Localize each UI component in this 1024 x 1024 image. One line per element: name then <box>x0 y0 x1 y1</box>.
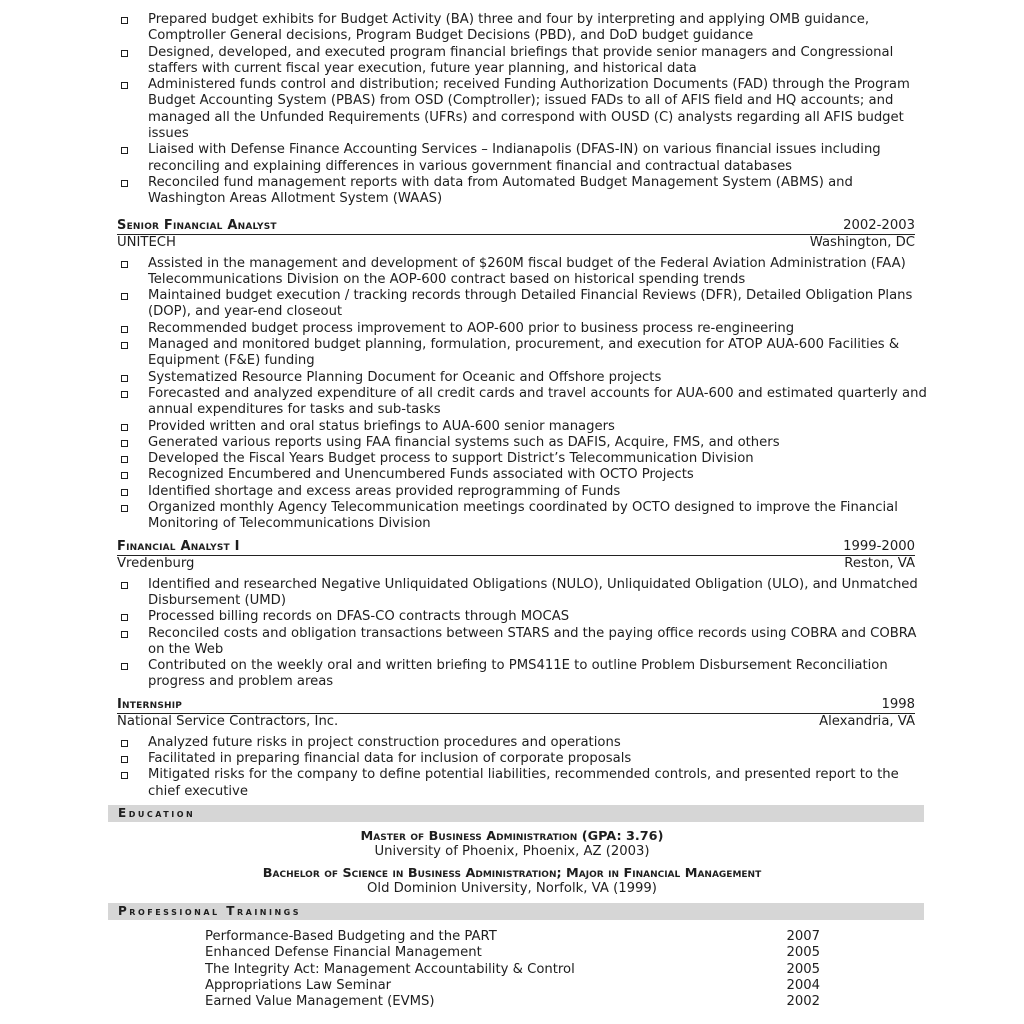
job-employer: Vredenburg <box>117 555 195 571</box>
job-employer-line <box>117 556 915 573</box>
job-bullet-list <box>0 256 1024 533</box>
job-years: 2002-2003 <box>843 217 915 233</box>
job-title: Internship <box>117 696 183 712</box>
job-employer: National Service Contractors, Inc. <box>117 713 339 729</box>
list-item: Recognized Encumbered and Unencumbered Funds associated with OCTO Projects <box>110 467 928 483</box>
training-row <box>205 978 820 994</box>
list-item: Contributed on the weekly oral and written briefing to PMS411E to outline Problem Disbursement Reconciliation progress and problem areas <box>110 658 928 691</box>
job-location: Alexandria, VA <box>819 713 915 729</box>
job-title: Senior Financial Analyst <box>117 217 277 233</box>
list-item: Generated various reports using FAA financial systems such as DAFIS, Acquire, FMS, and others <box>110 435 928 451</box>
training-row <box>205 929 820 945</box>
training-row <box>205 962 820 978</box>
list-item: Reconciled costs and obligation transactions between STARS and the paying office records using COBRA and COBRA on the Web <box>110 626 928 659</box>
trainings-section-header: Professional Trainings <box>108 903 924 920</box>
list-item: Mitigated risks for the company to define potential liabilities, recommended controls, and presented report to the chief executive <box>110 767 928 800</box>
job-location: Reston, VA <box>844 555 915 571</box>
list-item: Organized monthly Agency Telecommunication meetings coordinated by OCTO designed to improve the Financial Monitoring of Telecommunications Division <box>110 500 928 533</box>
job-employer: UNITECH <box>117 234 176 250</box>
degree-title: Master of Business Administration (GPA: 3.76) <box>360 828 664 844</box>
job-title: Financial Analyst I <box>117 538 240 554</box>
list-item: Assisted in the management and development of $260M fiscal budget of the Federal Aviation Administration (FAA) Telecommunications Division on the AOP-600 contract based on historical spending trends <box>110 256 928 289</box>
job-years: 1998 <box>881 696 915 712</box>
job-header <box>117 538 915 556</box>
list-item: Maintained budget execution / tracking records through Detailed Financial Reviews (DFR), Detailed Obligation Plans (DOP), and year-end closeout <box>110 288 928 321</box>
training-year: 2005 <box>786 961 820 977</box>
job-bullet-list <box>0 735 1024 800</box>
training-year: 2007 <box>786 928 820 944</box>
training-name: Appropriations Law Seminar <box>205 978 392 994</box>
training-row <box>205 994 820 1010</box>
job-employer-line <box>117 235 915 252</box>
degree-school: Old Dominion University, Norfolk, VA (1999) <box>367 880 657 896</box>
list-item: Developed the Fiscal Years Budget process to support District’s Telecommunication Division <box>110 451 928 467</box>
job-header <box>117 217 915 235</box>
degree-title: Bachelor of Science in Business Administration; Major in Financial Management <box>262 865 762 881</box>
job-employer-line <box>117 714 915 731</box>
list-item: Prepared budget exhibits for Budget Activity (BA) three and four by interpreting and applying OMB guidance, Comptroller General decisions, Program Budget Decisions (PBD), and DoD budget guidance <box>110 12 928 45</box>
training-year: 2005 <box>786 945 820 961</box>
previous-job-bullet-list <box>0 12 1024 208</box>
training-name: Earned Value Management (EVMS) <box>205 994 435 1010</box>
degree-school: University of Phoenix, Phoenix, AZ (2003) <box>374 843 650 859</box>
list-item: Administered funds control and distribution; received Funding Authorization Documents (FAD) through the Program Budget Accounting System (PBAS) from OSD (Comptroller); issued FADs to all of AFIS field and HQ accounts; and managed all the Unfunded Requirements (UFRs) and correspond with OUSD (C) analysts regarding all AFIS budget issues <box>110 77 928 142</box>
list-item: Facilitated in preparing financial data for inclusion of corporate proposals <box>110 751 928 767</box>
list-item: Systematized Resource Planning Document for Oceanic and Offshore projects <box>110 370 928 386</box>
job-bullet-list <box>0 577 1024 691</box>
list-item: Liaised with Defense Finance Accounting Services – Indianapolis (DFAS-IN) on various financial issues including reconciling and explaining differences in various government financial and contractual databases <box>110 142 928 175</box>
training-name: Performance-Based Budgeting and the PART <box>205 928 497 944</box>
training-name: Enhanced Defense Financial Management <box>205 945 482 961</box>
list-item: Analyzed future risks in project construction procedures and operations <box>110 735 928 751</box>
training-row <box>205 945 820 961</box>
list-item: Provided written and oral status briefings to AUA-600 senior managers <box>110 419 928 435</box>
trainings-list <box>205 929 820 1011</box>
education-section-header: Education <box>108 805 924 822</box>
list-item: Forecasted and analyzed expenditure of all credit cards and travel accounts for AUA-600 and estimated quarterly and annual expenditures for tasks and sub-tasks <box>110 386 928 419</box>
list-item: Processed billing records on DFAS-CO contracts through MOCAS <box>110 609 928 625</box>
list-item: Designed, developed, and executed program financial briefings that provide senior managers and Congressional staffers with current fiscal year execution, future year planning, and historical data <box>110 45 928 78</box>
list-item: Managed and monitored budget planning, formulation, procurement, and execution for ATOP AUA-600 Facilities & Equipment (F&E) funding <box>110 337 928 370</box>
list-item: Identified shortage and excess areas provided reprogramming of Funds <box>110 484 928 500</box>
job-years: 1999-2000 <box>843 538 915 554</box>
training-year: 2004 <box>786 978 820 994</box>
training-name: The Integrity Act: Management Accountability & Control <box>205 961 575 977</box>
job-header <box>117 696 915 714</box>
list-item: Recommended budget process improvement to AOP-600 prior to business process re-engineering <box>110 321 928 337</box>
job-location: Washington, DC <box>809 234 915 250</box>
list-item: Identified and researched Negative Unliquidated Obligations (NULO), Unliquidated Obligation (ULO), and Unmatched Disbursement (UMD) <box>110 577 928 610</box>
list-item: Reconciled fund management reports with data from Automated Budget Management System (ABMS) and Washington Areas Allotment System (WAAS) <box>110 175 928 208</box>
training-year: 2002 <box>786 994 820 1010</box>
